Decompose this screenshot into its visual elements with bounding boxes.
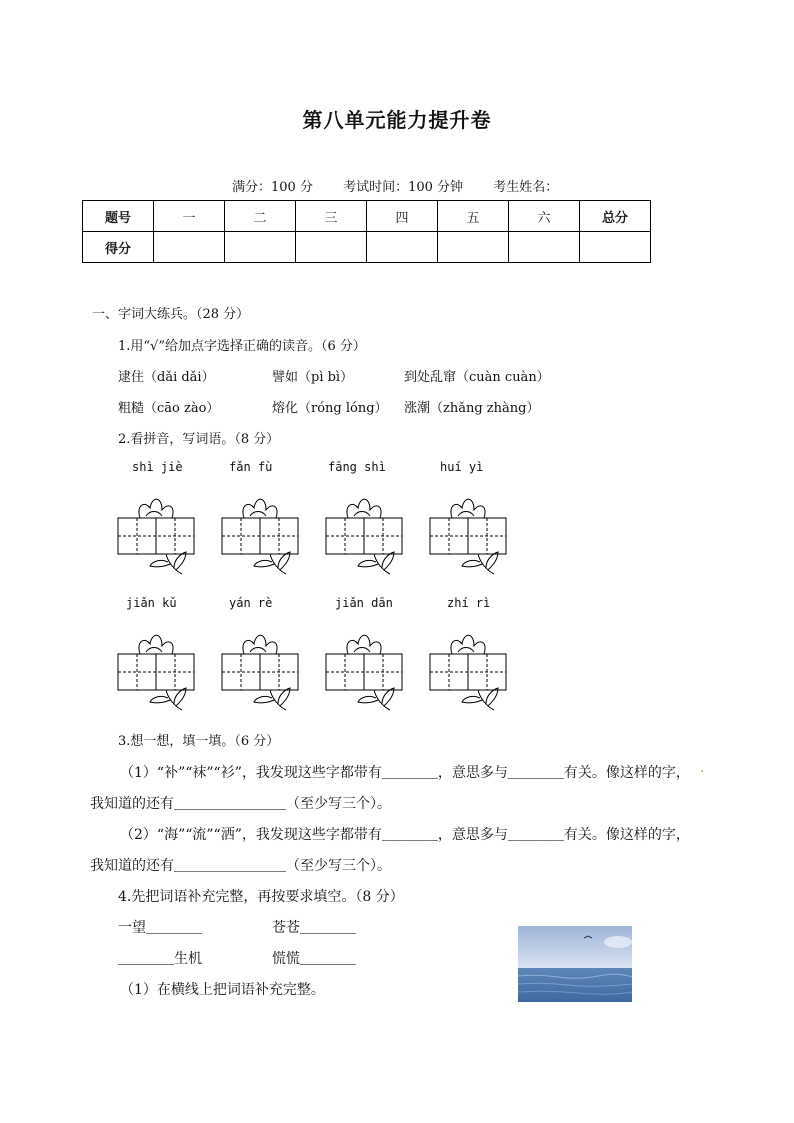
question-3-prompt: 3.想一想，填一填。（6 分） — [118, 734, 280, 749]
pinyin-label: zhí rì — [447, 596, 491, 610]
pinyin-writing-flower-icon — [220, 488, 300, 576]
pinyin-writing-flower-icon — [428, 488, 508, 576]
score-cell[interactable] — [367, 232, 438, 263]
pinyin-label: yán rè — [229, 596, 273, 610]
writing-box-flower[interactable] — [220, 488, 300, 576]
q1-option: 到处乱窜（cuàn cuàn） — [404, 370, 550, 385]
q3-line-2: 我知道的还有＿＿＿＿＿＿＿＿（至少写三个）。 — [90, 796, 391, 812]
score-cell[interactable] — [225, 232, 296, 263]
score-row-label: 得分 — [83, 232, 154, 263]
score-table-score-row — [83, 232, 651, 263]
q1-option: 譬如（pì bì） — [272, 370, 354, 385]
score-table-header-row — [83, 201, 651, 232]
question-4-prompt: 4.先把词语补充完整，再按要求填空。（8 分） — [118, 889, 404, 905]
score-header-cell: 题号 — [83, 201, 154, 232]
pinyin-writing-flower-icon — [220, 624, 300, 712]
q3-line-4: 我知道的还有＿＿＿＿＿＿＿＿（至少写三个）。 — [90, 858, 391, 874]
pinyin-writing-flower-icon — [324, 488, 404, 576]
question-1-prompt: 1.用“√”给加点字选择正确的读音。（6 分） — [118, 339, 366, 354]
pinyin-writing-flower-icon — [428, 624, 508, 712]
score-header-cell: 二 — [225, 201, 296, 232]
writing-box-flower[interactable] — [324, 624, 404, 712]
writing-box-flower[interactable] — [324, 488, 404, 576]
score-header-cell: 三 — [296, 201, 367, 232]
exam-info — [232, 176, 584, 195]
score-header-cell: 一 — [154, 201, 225, 232]
q4-sub-1: （1）在横线上把词语补充完整。 — [120, 982, 325, 998]
pinyin-label: shì jiè — [132, 460, 183, 474]
score-cell[interactable] — [580, 232, 651, 263]
q1-option: 逮住（dǎi dǎi） — [118, 370, 215, 385]
score-header-cell: 四 — [367, 201, 438, 232]
q1-option: 涨潮（zhǎng zhàng） — [404, 401, 540, 416]
writing-box-flower[interactable] — [428, 624, 508, 712]
writing-box-flower[interactable] — [116, 488, 196, 576]
pinyin-label: fǎn fù — [229, 460, 273, 474]
writing-box-flower[interactable] — [116, 624, 196, 712]
pinyin-writing-flower-icon — [116, 488, 196, 576]
writing-box-flower[interactable] — [428, 488, 508, 576]
pinyin-writing-flower-icon — [116, 624, 196, 712]
score-table — [82, 200, 651, 263]
q1-option: 粗糙（cāo zào） — [118, 401, 220, 416]
score-header-cell: 总分 — [580, 201, 651, 232]
pinyin-writing-flower-icon — [324, 624, 404, 712]
q4-word-blank[interactable]: ＿＿＿＿生机 — [118, 951, 202, 967]
q4-word-blank[interactable]: 一望＿＿＿＿ — [118, 920, 202, 936]
q1-option: 熔化（róng lóng） — [272, 401, 388, 416]
pinyin-label: fāng shì — [328, 460, 386, 474]
sea-photo — [518, 926, 632, 1002]
section-heading: 一、字词大练兵。（28 分） — [92, 307, 250, 322]
pinyin-label: jiǎn kǔ — [126, 596, 177, 610]
score-cell[interactable] — [509, 232, 580, 263]
score-header-cell: 六 — [509, 201, 580, 232]
exam-time-label: 考试时间：100 分钟 — [343, 180, 464, 195]
pinyin-label: jiǎn dān — [335, 596, 393, 610]
page-title: 第八单元能力提升卷 — [302, 108, 492, 132]
q4-word-blank[interactable]: 苍苍＿＿＿＿ — [272, 920, 356, 936]
q3-line-1: （1）“补”“袜”“衫”，我发现这些字都带有＿＿＿＿，意思多与＿＿＿＿有关。像这样的字， — [120, 765, 690, 781]
full-score-label: 满分：100 分 — [232, 180, 313, 195]
pinyin-label: huí yì — [440, 460, 484, 474]
score-cell[interactable] — [438, 232, 509, 263]
writing-box-flower[interactable] — [220, 624, 300, 712]
student-name-label: 考生姓名： — [493, 180, 559, 195]
score-cell[interactable] — [296, 232, 367, 263]
score-cell[interactable] — [154, 232, 225, 263]
q3-line-3: （2）“海”“流”“洒”，我发现这些字都带有＿＿＿＿，意思多与＿＿＿＿有关。像这样的字， — [120, 827, 690, 843]
score-header-cell: 五 — [438, 201, 509, 232]
question-2-prompt: 2.看拼音，写词语。（8 分） — [118, 432, 280, 447]
q4-word-blank[interactable]: 慌慌＿＿＿＿ — [272, 951, 356, 967]
stray-dot: . — [700, 760, 705, 776]
